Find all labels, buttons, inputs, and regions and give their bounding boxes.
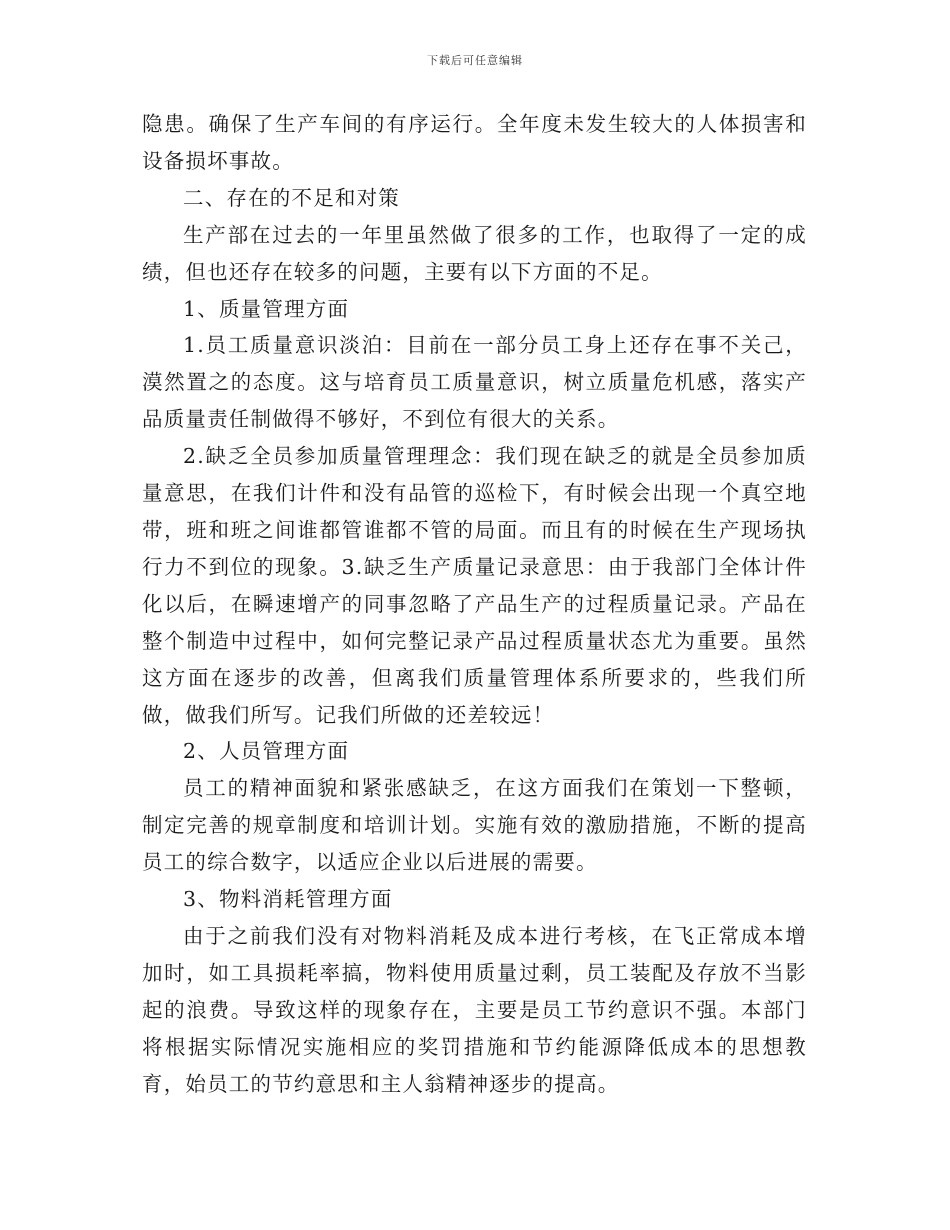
document-body bbox=[142, 106, 807, 1102]
subheading-material-consumption: 3、物料消耗管理方面 bbox=[183, 887, 393, 912]
paragraph-full-participation: 2.缺乏全员参加质量管理理念：我们现在缺乏的就是全员参加质量意思，在我们计件和没有品管的巡检下，有时候会出现一个真空地带，班和班之间谁都管谁都不管的局面。而且有的时候在生产现场执行力不到位的现象。3.缺乏生产质量记录意思：由于我部门全体计件化以后，在瞬速增产的同事忽略了产品生产的过程质量记录。产品在整个制造中过程中，如何完整记录产品过程质量状态尤为重要。虽然这方面在逐步的改善，但离我们质量管理体系所要求的，些我们所做，做我们所写。记我们所做的还差较远！ bbox=[142, 444, 807, 727]
paragraph-quality-awareness: 1.员工质量意识淡泊：目前在一部分员工身上还存在事不关己，漠然置之的态度。这与培育员工质量意识，树立质量危机感，落实产品质量责任制做得不够好，不到位有很大的关系。 bbox=[142, 333, 807, 432]
paragraph-personnel: 员工的精神面貌和紧张感缺乏，在这方面我们在策划一下整顿，制定完善的规章制度和培训计划。实施有效的激励措施，不断的提高员工的综合数字，以适应企业以后进展的需要。 bbox=[142, 776, 807, 875]
paragraph-continuation: 隐患。确保了生产车间的有序运行。全年度未发生较大的人体损害和设备损坏事故。 bbox=[142, 112, 807, 173]
paragraph-material-consumption: 由于之前我们没有对物料消耗及成本进行考核，在飞正常成本增加时，如工具损耗率搞，物料使用质量过剩，员工装配及存放不当影起的浪费。导致这样的现象存在，主要是员工节约意识不强。本部门将根据实际情况实施相应的奖罚措施和节约能源降低成本的思想教育，始员工的节约意思和主人翁精神逐步的提高。 bbox=[142, 923, 807, 1096]
section-heading-shortcomings: 二、存在的不足和对策 bbox=[183, 185, 400, 210]
paragraph-intro: 生产部在过去的一年里虽然做了很多的工作，也取得了一定的成绩，但也还存在较多的问题，主要有以下方面的不足。 bbox=[142, 222, 807, 284]
subheading-quality-management: 1、质量管理方面 bbox=[183, 296, 350, 321]
subheading-personnel-management: 2、人员管理方面 bbox=[183, 739, 350, 764]
page-header-note: 下载后可任意编辑 bbox=[427, 54, 523, 67]
